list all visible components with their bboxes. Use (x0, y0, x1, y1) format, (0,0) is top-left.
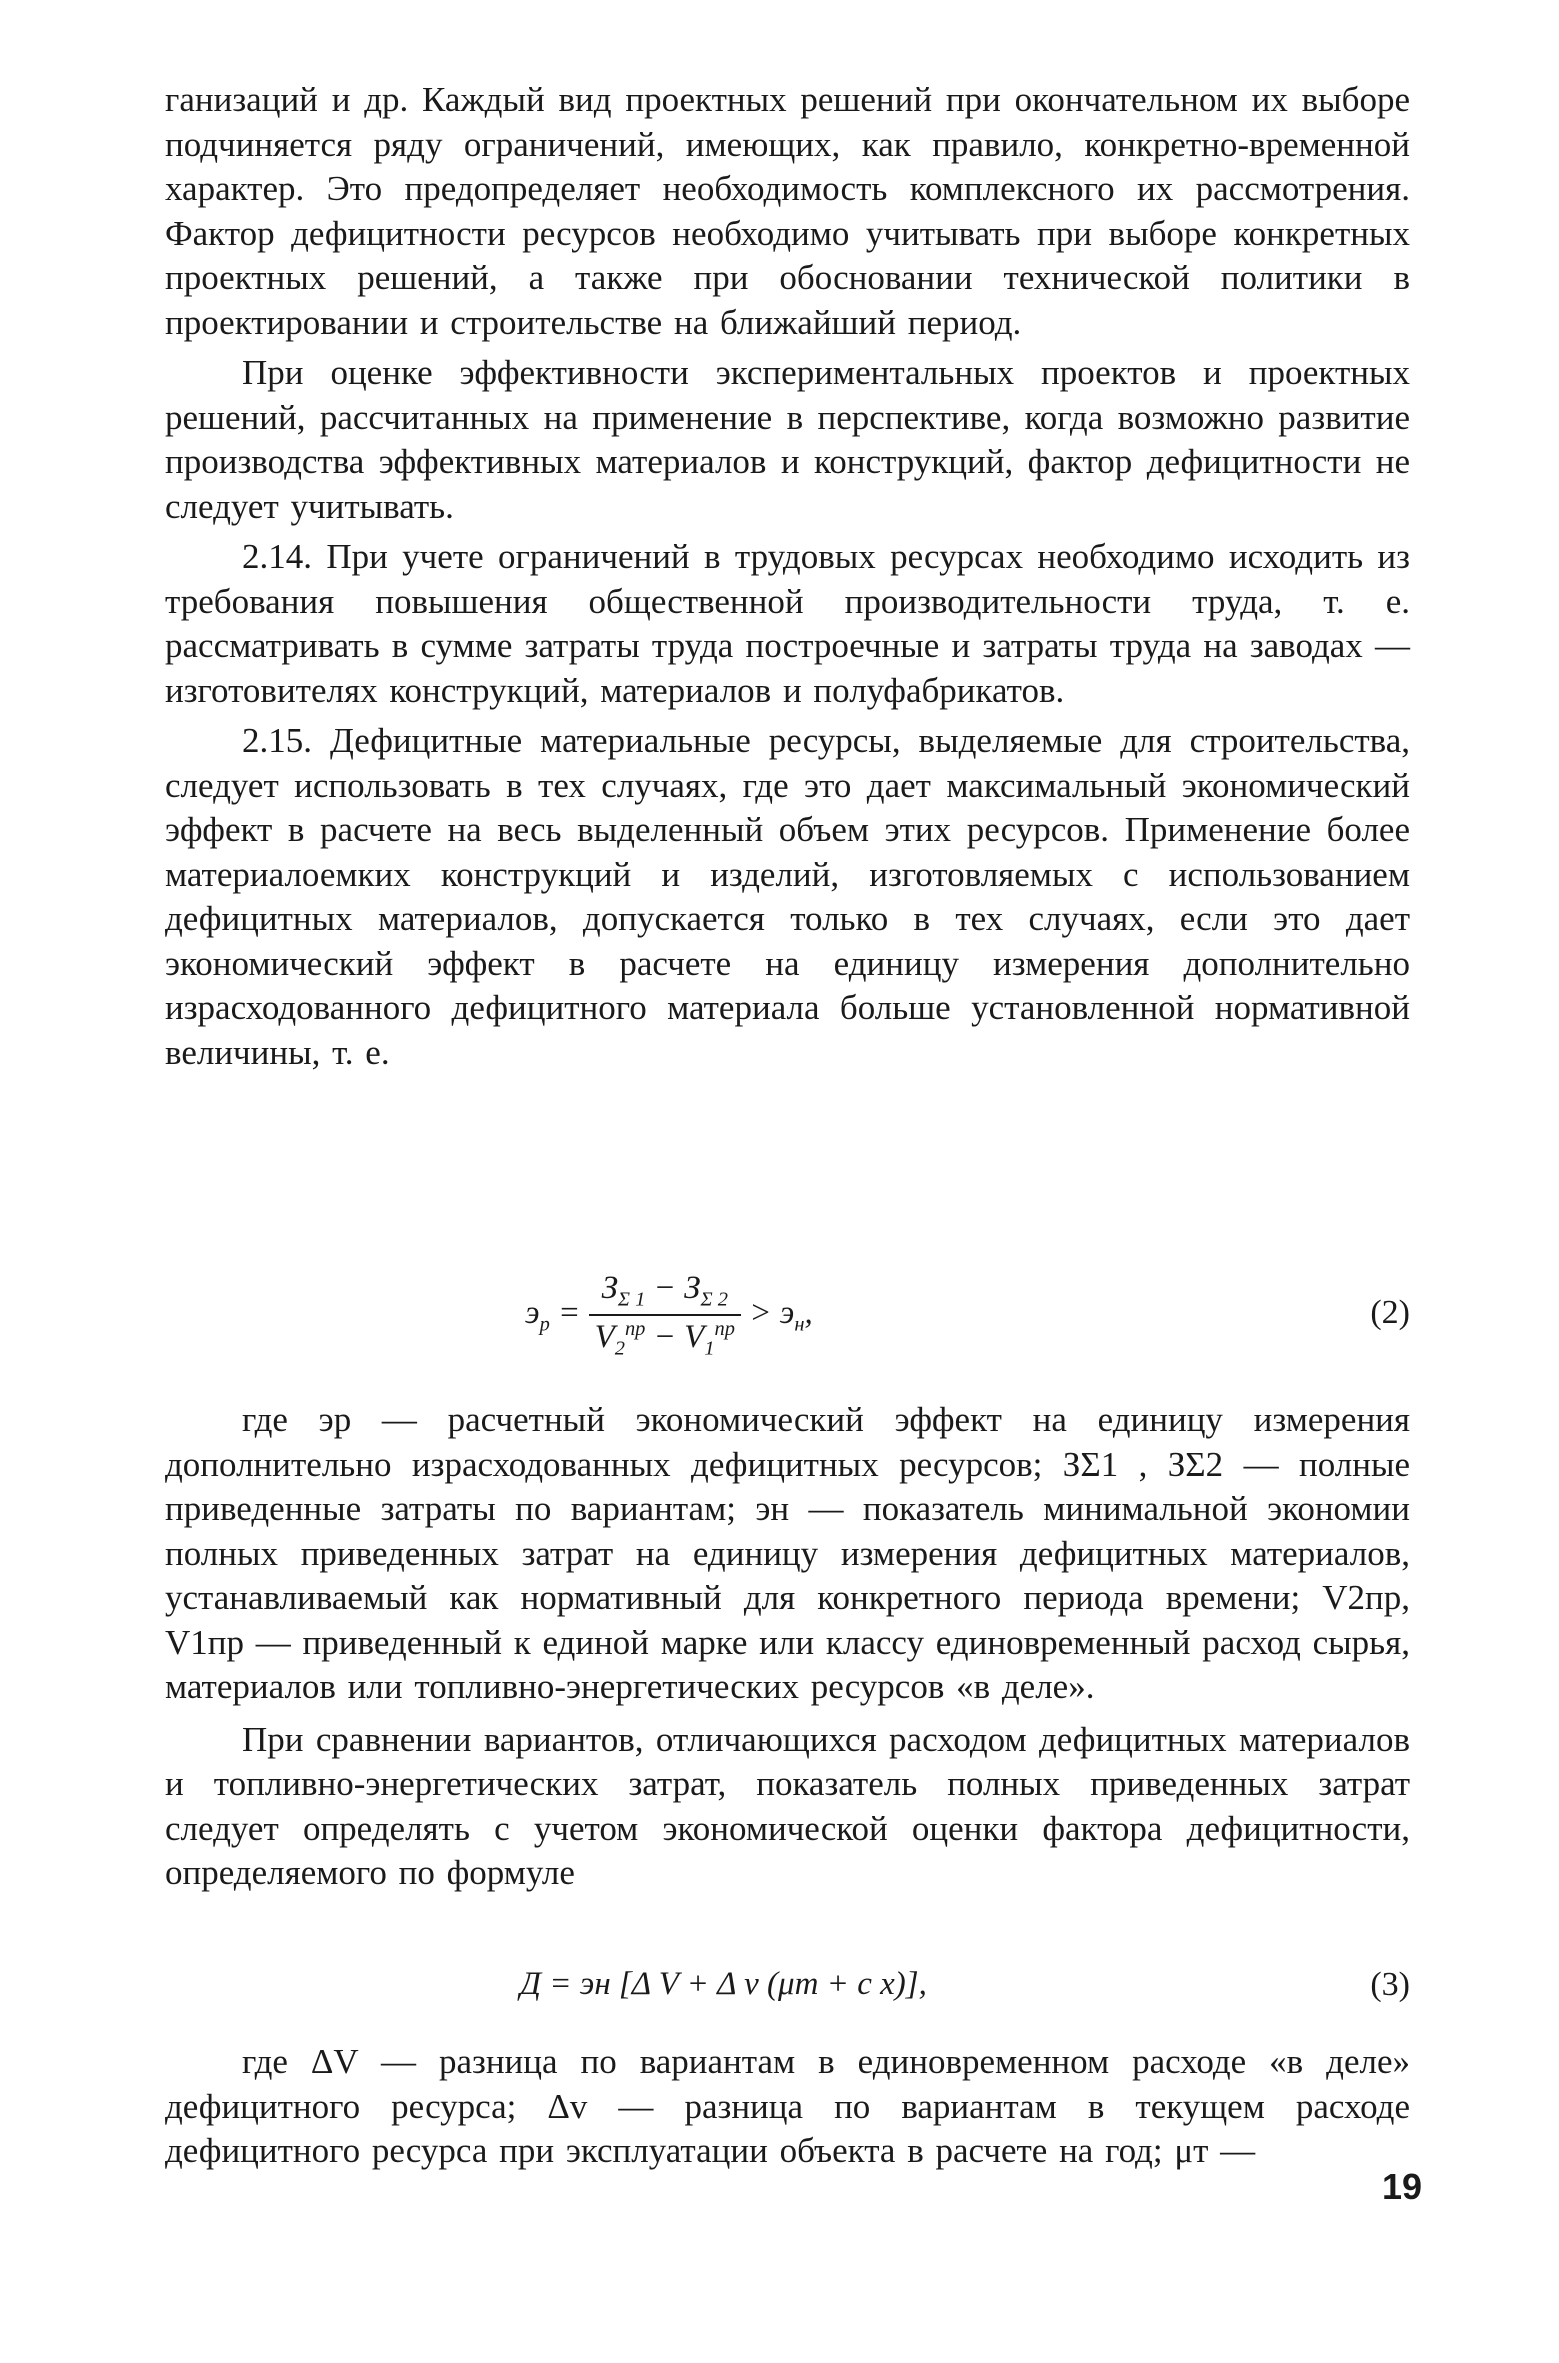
formula-2-number: (2) (1370, 1294, 1410, 1331)
text-block-bottom (165, 2040, 1410, 2174)
formula-2-lhs: $э_р$ = (525, 1294, 581, 1336)
formula-3 (165, 1966, 1410, 2016)
formula-2 (165, 1262, 1410, 1372)
paragraph-2-15: 2.15. Дефицитные материальные ресурсы, выделяемые для строительства, следует использовать в тех случаях, где это дает максимальный экономический эффект в расчете на весь выделенный объем этих ресурсов. Применение более материалоемких конструкций и изделий, изготовляемых с использованием дефицитных материалов, допускается только в тех случаях, если это дает экономический эффект в расчете на единицу измерения дополнительно израсходованного дефицитного материала больше установленной нормативной величины, т. е. (165, 721, 1410, 1072)
paragraph-where-2: где эр — расчетный экономический эффект на единицу измерения дополнительно израсходованных дефицитных ресурсов; ЗΣ1 , ЗΣ2 — полные приведенные затраты по вариантам; эн — показатель минимальной экономии полных приведенных затрат на единицу измерения дефицитных материалов, устанавливаемый как нормативный для конкретного периода времени; V2пр, V1пр — приведенный к единой марке или классу единовременный расход сырья, материалов или топливно-энергетических ресурсов «в деле». (165, 1400, 1410, 1706)
page-number: 19 (1382, 2166, 1423, 2207)
paragraph-compare: При сравнении вариантов, отличающихся расходом дефицитных материалов и топливно-энергетических затрат, показатель полных приведенных затрат следует определять с учетом экономической оценки фактора дефицитности, определяемого по формуле (165, 1719, 1410, 1892)
formula-2-numerator: $З_{\Sigma 1} - З_{\Sigma 2}$ (589, 1270, 741, 1316)
formula-2-rhs: > $э_н$, (749, 1294, 813, 1336)
formula-2-fraction (589, 1270, 741, 1360)
text-block-middle (165, 1398, 1410, 1896)
paragraph-2-14: 2.14. При учете ограничений в трудовых ресурсах необходимо исходить из требования повышения общественной производительности труда, т. е. рассматривать в сумме затраты труда построечные и затраты труда на заводах — изготовителях конструкций, материалов и полуфабрикатов. (165, 537, 1410, 710)
paragraph-experimental: При оценке эффективности экспериментальных проектов и проектных решений, рассчитанных на применение в перспективе, когда возможно развитие производства эффективных материалов и конструкций, фактор дефицитности не следует учитывать. (165, 353, 1410, 526)
text-block-top (165, 78, 1410, 1075)
formula-3-number: (3) (1370, 1966, 1410, 2003)
formula-2-denominator: $V_2^{пр} - V_1^{пр}$ (594, 1317, 735, 1360)
paragraph-intro: ганизаций и др. Каждый вид проектных решений при окончательном их выборе подчиняется ряду ограничений, имеющих, как правило, конкретно-временной характер. Это предопределяет необходимость комплексного их рассмотрения. Фактор дефицитности ресурсов необходимо учитывать при выборе конкретных проектных решений, а также при обосновании технической политики в проектировании и строительстве на ближайший период. (165, 80, 1410, 342)
paragraph-where-3: где ΔV — разница по вариантам в единовременном расходе «в деле» дефицитного ресурса; Δv — разница по вариантам в текущем расходе дефицитного ресурса при эксплуатации объекта в расчете на год; μт — (165, 2042, 1410, 2170)
formula-3-expression: Д = эн [Δ V + Δ v (μт + c x)], (520, 1966, 927, 2002)
